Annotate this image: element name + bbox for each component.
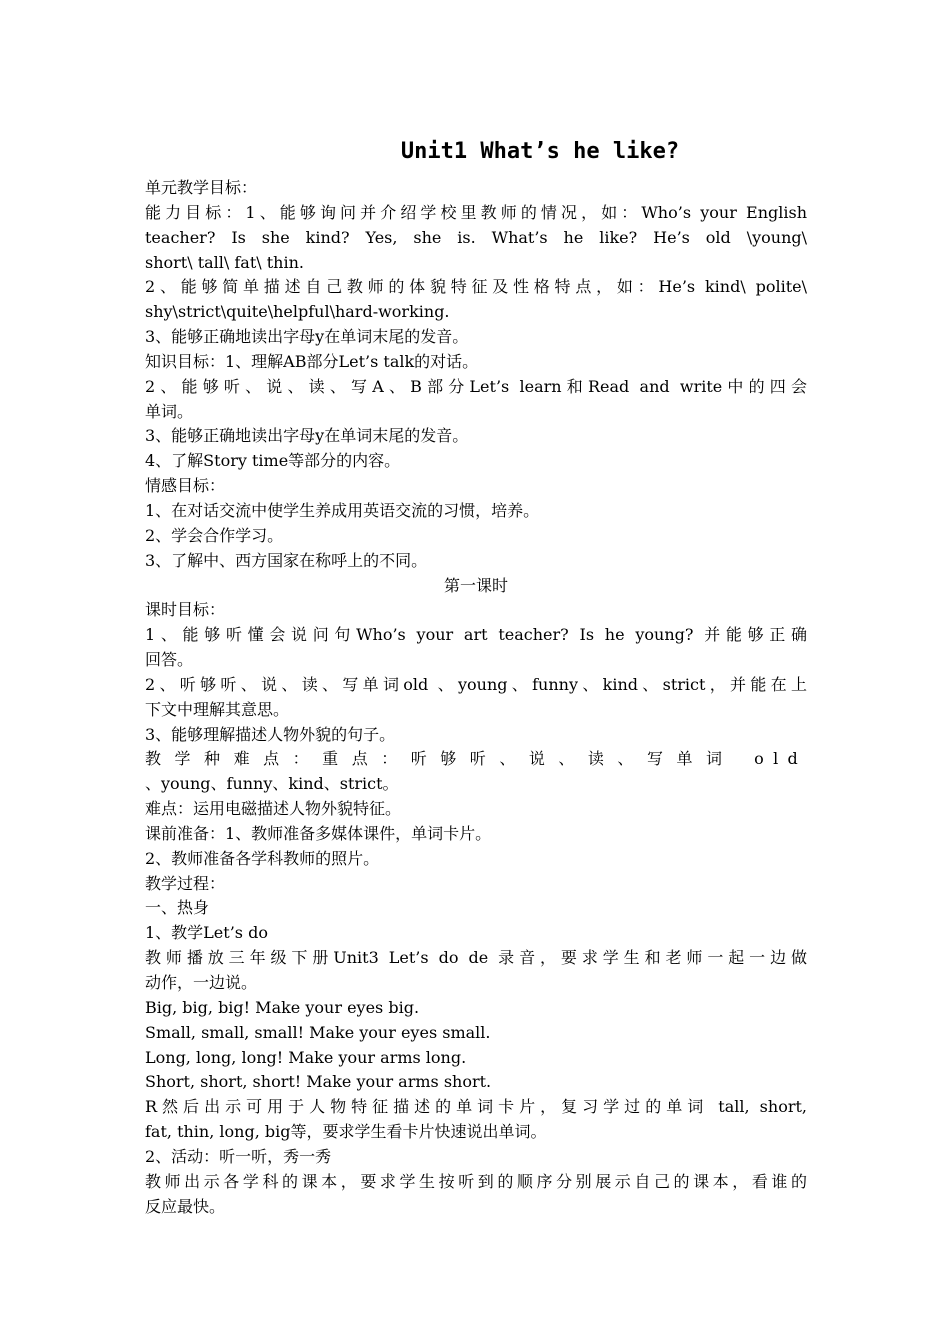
paragraph-line: 2、能够听、说、读、写A、B部分Let’s learn和Read and write中的四会 [145,376,807,396]
paragraph-line: 难点：运用电磁描述人物外貌特征。 [145,799,402,819]
paragraph-line: 2、教师准备各学科教师的照片。 [145,848,380,868]
paragraph-line: 2、听够听、说、读、写单词old 、young、funny、kind、strict，并能在上 [145,674,807,694]
section-heading-emotion-goals: 情感目标： [145,476,226,496]
chant-line: Long, long, long! Make your arms long. [145,1047,467,1067]
paragraph-line: 下文中理解其意思。 [145,699,290,719]
paragraph-line: 3、能够正确地读出字母y在单词末尾的发音。 [145,327,469,347]
paragraph-line: 2、能够简单描述自己教师的体貌特征及性格特点，如：He’s kind\ polite\ [145,277,807,297]
paragraph-line: short\ tall\ fat\ thin. [145,252,304,272]
paragraph-line: 2、活动：听一听，秀一秀 [145,1146,332,1166]
paragraph-line: 4、了解Story time等部分的内容。 [145,451,401,471]
paragraph-line: teacher? Is she kind? Yes, she is. What’s he like? He’s old \young\ [145,227,807,247]
document-body [145,176,807,1219]
paragraph-line: 1、能够听懂会说问句Who’s your art teacher? Is he young? 并能够正确 [145,625,807,645]
chant-line: Short, short, short! Make your arms short. [145,1072,492,1092]
chant-line: Small, small, small! Make your eyes small. [145,1022,491,1042]
paragraph-line: 单词。 [145,401,194,421]
section-heading-teaching-process: 教学过程： [145,873,226,893]
lesson-heading: 第一课时 [443,575,508,595]
paragraph-line: 能力目标：1、能够询问并介绍学校里教师的情况，如：Who’s your English [145,202,807,222]
paragraph-line: 课前准备：1、教师准备多媒体课件，单词卡片。 [145,823,492,843]
paragraph-line: 动作，一边说。 [145,973,258,992]
paragraph-line: R然后出示可用于人物特征描述的单词卡片，复习学过的单词 tall, short, [145,1097,807,1117]
paragraph-line: 3、了解中、西方国家在称呼上的不同。 [145,550,428,570]
paragraph-line: 教师播放三年级下册Unit3 Let’s do de 录音，要求学生和老师一起一边做 [145,948,807,968]
paragraph-line-key-points: 教学种难点：重点：听够听、说、读、写单词 old [145,749,807,769]
paragraph-line: shy\strict\quite\helpful\hard-working. [145,302,450,322]
paragraph-line: 、young、funny、kind、strict。 [145,774,399,794]
paragraph-line: 知识目标：1、理解AB部分Let’s talk的对话。 [145,351,479,371]
section-heading-warm-up: 一、热身 [145,898,210,918]
section-heading-lesson-goals: 课时目标： [145,600,226,620]
paragraph-line: 1、教学Let’s do [145,923,268,943]
paragraph-line: 1、在对话交流中使学生养成用英语交流的习惯，培养。 [145,500,540,520]
paragraph-line: fat, thin, long, big等，要求学生看卡片快速说出单词。 [145,1122,547,1142]
paragraph-line: 2、学会合作学习。 [145,525,284,545]
paragraph-line: 3、能够理解描述人物外貌的句子。 [145,724,396,744]
paragraph-line: 教师出示各学科的课本，要求学生按听到的顺序分别展示自己的课本，看谁的 [145,1171,807,1191]
paragraph-line: 反应最快。 [145,1196,226,1216]
section-heading-unit-goals: 单元教学目标： [145,178,258,197]
paragraph-line: 回答。 [145,650,194,670]
chant-line: Big, big, big! Make your eyes big. [145,997,420,1017]
document-title: Unit1 What’s he like? [400,139,680,164]
paragraph-line: 3、能够正确地读出字母y在单词末尾的发音。 [145,426,469,446]
